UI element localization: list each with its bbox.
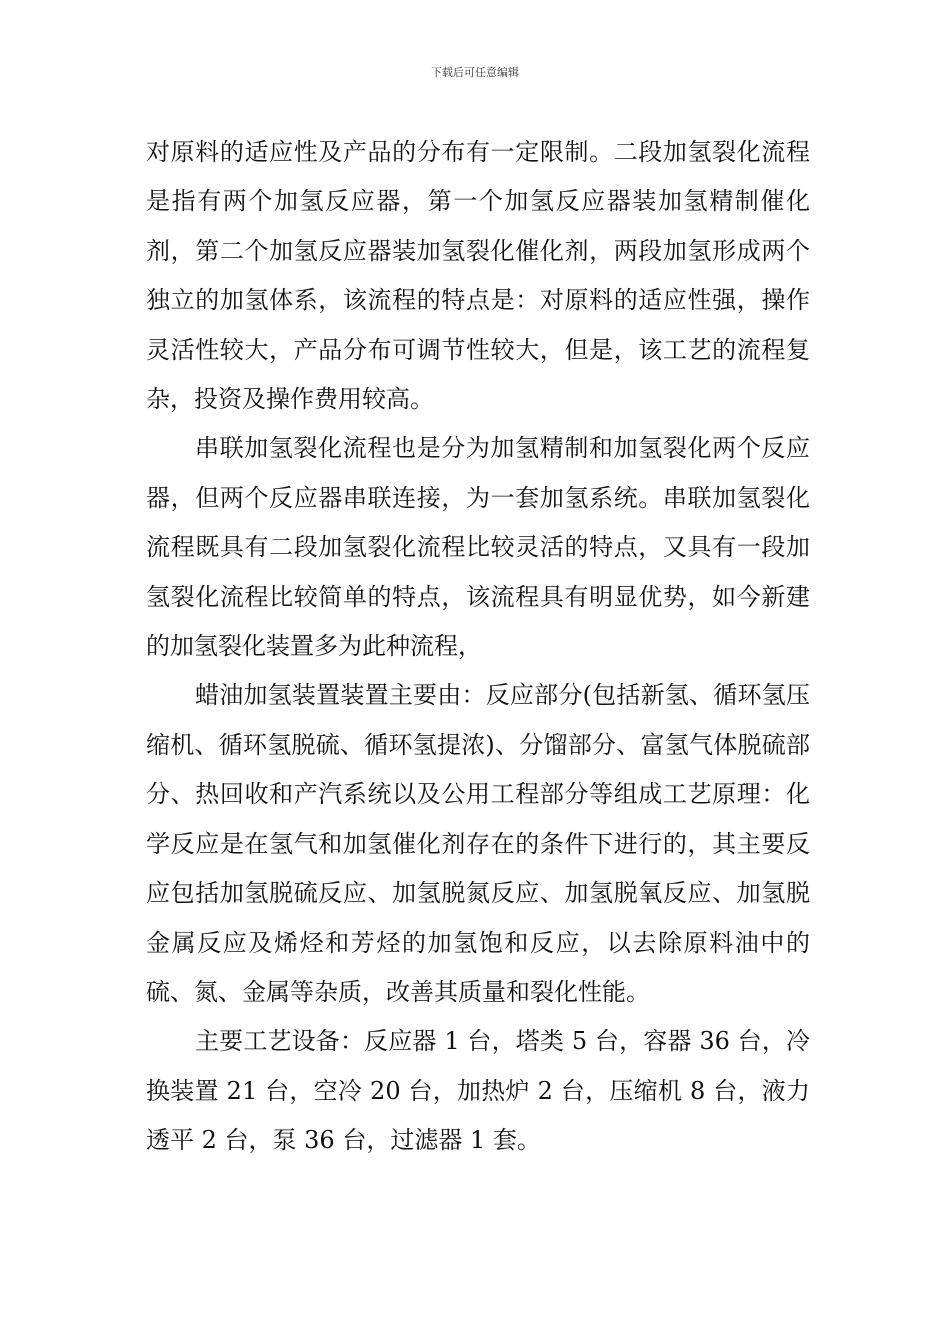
paragraph-process-principle: 蜡油加氢装置装置主要由：反应部分(包括新氢、循环氢压缩机、循环氢脱硫、循环氢提浓)、分馏部分、富氢气体脱硫部分、热回收和产汽系统以及公用工程部分等组成工艺原理：化学反应是在氢气和加氢催化剂存在的条件下进行的，其主要反应包括加氢脱硫反应、加氢脱氮反应、加氢脱氧反应、加氢脱金属反应及烯烃和芳烃的加氢饱和反应，以去除原料油中的硫、氮、金属等杂质，改善其质量和裂化性能。 [146, 681, 810, 1006]
page-header: 下载后可任意编辑 [431, 66, 519, 79]
document-body [146, 128, 810, 1166]
paragraph-equipment: 主要工艺设备：反应器 1 台，塔类 5 台，容器 36 台，冷换装置 21 台，空冷 20 台，加热炉 2 台，压缩机 8 台，液力透平 2 台，泵 36 台，过滤器 1 套。 [146, 1027, 810, 1155]
paragraph-series-flow: 串联加氢裂化流程也是分为加氢精制和加氢裂化两个反应器，但两个反应器串联连接，为一套加氢系统。串联加氢裂化流程既具有二段加氢裂化流程比较灵活的特点，又具有一段加氢裂化流程比较简单的特点，该流程具有明显优势，如今新建的加氢裂化装置多为此种流程， [146, 434, 810, 661]
paragraph-continued: 对原料的适应性及产品的分布有一定限制。二段加氢裂化流程是指有两个加氢反应器，第一个加氢反应器装加氢精制催化剂，第二个加氢反应器装加氢裂化催化剂，两段加氢形成两个独立的加氢体系，该流程的特点是：对原料的适应性强，操作灵活性较大，产品分布可调节性较大，但是，该工艺的流程复杂，投资及操作费用较高。 [146, 138, 810, 414]
